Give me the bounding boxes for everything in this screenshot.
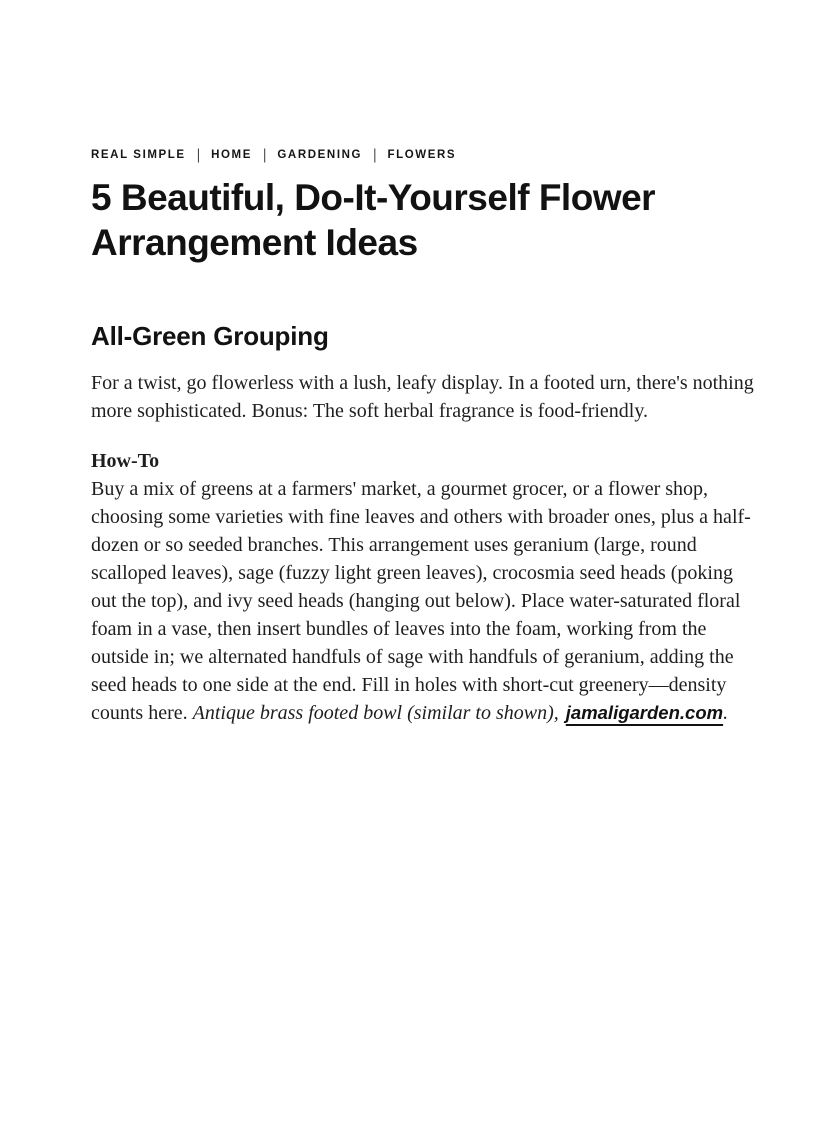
section-heading: All-Green Grouping bbox=[91, 321, 329, 351]
how-to-body-text: Buy a mix of greens at a farmers' market, a gourmet grocer, or a flower shop, choosing some varieties with fine leaves and others with broader ones, plus a half-dozen or so seeded branches. This arrangement uses geranium (large, round scalloped leaves), sage (fuzzy light green leaves), crocosmia seed heads (poking out the top), and ivy seed heads (hanging out below). Place water-saturated floral foam in a vase, then insert bundles of leaves into the foam, working from the outside in; we alternated handfuls of sage with handfuls of geranium, adding the seed heads to one side at the end. Fill in holes with short-cut greenery—density counts here. bbox=[91, 478, 751, 724]
how-to-label: How-To bbox=[91, 450, 160, 472]
how-to-block bbox=[91, 447, 771, 727]
breadcrumb-item-gardening[interactable]: GARDENING bbox=[277, 149, 363, 161]
link-suffix: . bbox=[723, 702, 729, 724]
article-title bbox=[91, 175, 771, 265]
breadcrumb-item-real-simple[interactable]: REAL SIMPLE bbox=[91, 149, 186, 161]
intro-paragraph: For a twist, go flowerless with a lush, leafy display. In a footed urn, there's nothing more sophisticated. Bonus: The soft herbal fragrance is food-friendly. bbox=[91, 372, 754, 422]
breadcrumb-separator: | bbox=[196, 146, 201, 163]
product-link[interactable]: jamaligarden.com bbox=[565, 702, 724, 723]
article-title-line-2: Arrangement Ideas bbox=[91, 222, 418, 263]
how-to-paragraph bbox=[91, 475, 759, 727]
breadcrumb-separator: | bbox=[263, 146, 267, 163]
breadcrumb-item-flowers[interactable]: FLOWERS bbox=[387, 149, 457, 161]
product-credit: Antique brass footed bowl (similar to shown), bbox=[192, 702, 564, 724]
breadcrumb-separator: | bbox=[373, 146, 377, 163]
article-title-line-1: 5 Beautiful, Do-It-Yourself Flower bbox=[91, 177, 656, 218]
breadcrumb-item-home[interactable]: HOME bbox=[211, 149, 252, 161]
breadcrumb bbox=[91, 148, 771, 162]
